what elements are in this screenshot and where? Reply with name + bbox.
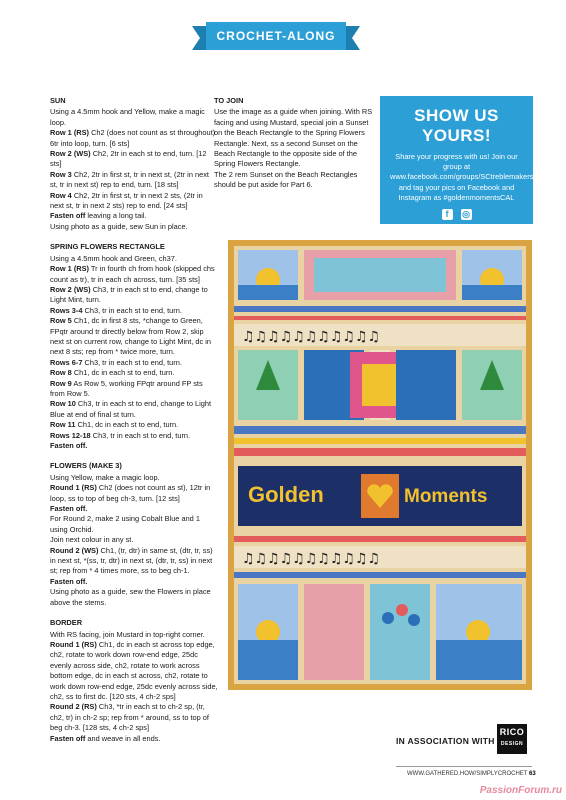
sea-stripe-2 bbox=[462, 285, 522, 300]
instruction-label: Row 4 bbox=[50, 190, 72, 200]
join-lines bbox=[214, 107, 374, 190]
instruction-line bbox=[50, 514, 218, 535]
instruction-line bbox=[50, 441, 218, 451]
word-golden: Golden bbox=[248, 482, 324, 507]
spring-heading: SPRING FLOWERS RECTANGLE bbox=[50, 242, 165, 252]
instruction-text: Ch3, tr in each st to end, turn. bbox=[82, 357, 182, 367]
instruction-line bbox=[50, 473, 218, 483]
granny-center bbox=[362, 364, 398, 406]
music-notes-2: ♫♫♫♫♫♫♫♫♫♫♫ bbox=[242, 551, 381, 567]
instruction-line bbox=[50, 420, 218, 430]
instruction-label: Round 2 (WS) bbox=[50, 545, 99, 555]
blanket-photo bbox=[228, 240, 532, 690]
instruction-line bbox=[50, 702, 218, 733]
section-banner: CROCHET-ALONG bbox=[206, 22, 346, 50]
instruction-text: Ch3, tr in each st to end, change to Light Mint, turn. bbox=[50, 284, 208, 305]
instruction-label: Rows 3-4 bbox=[50, 305, 83, 315]
social-icons bbox=[380, 209, 533, 220]
instruction-text: Ch1, dc in each st to end, turn. bbox=[71, 368, 175, 378]
flowers-heading: FLOWERS (MAKE 3) bbox=[50, 461, 122, 471]
instruction-text: Ch1, dc in first 8 sts, *change to Green, FPqtr around tr directly below from Row 2, skip next st on current row, change to Light Mint, dc in next 8 sts; rep from * twice more, turn. bbox=[50, 316, 212, 357]
instruction-text: Use the image as a guide when joining. With RS facing and using Mustard, special join a Sunset on the Beach Rectangle to the Spring Flowers Rectangle. Next, ss a second Sunset on the Beach Rectangle to the opposite side of the Spring Flowers Rectangle. bbox=[214, 107, 373, 169]
watermark: PassionForum.ru bbox=[479, 785, 562, 796]
instruction-text: Ch2 (does not count as st), 12tr in loop, ss to top of beg ch-3, turn. [12 sts] bbox=[50, 483, 211, 503]
instagram-icon[interactable]: ◎ bbox=[462, 209, 470, 220]
instruction-line bbox=[50, 535, 218, 545]
instruction-text: With RS facing, join Mustard in top-right corner. bbox=[50, 629, 205, 639]
instruction-text: Ch2, 2tr in first st, tr in next st, (2tr in next st, tr in next st) rep to end, turn. [18 sts] bbox=[50, 169, 209, 190]
instruction-line bbox=[50, 358, 218, 368]
instruction-label: Row 1 (RS) bbox=[50, 264, 90, 274]
instructions-left-column bbox=[50, 96, 218, 754]
instruction-line bbox=[50, 285, 218, 306]
instruction-label: Round 1 (RS) bbox=[50, 483, 97, 493]
instruction-label: Row 8 bbox=[50, 368, 72, 378]
page-footer bbox=[407, 771, 536, 777]
show-text: Share your progress with us! Join our group at www.facebook.com/groups/SCtreblemakers and tag your pics on Facebook and Instagram as #goldenmomentsCAL bbox=[390, 152, 534, 202]
instruction-text: Using Yellow, make a magic loop. bbox=[50, 472, 160, 482]
instruction-line bbox=[50, 379, 218, 400]
instruction-label: Fasten off bbox=[50, 733, 86, 743]
instruction-text: Join next colour in any st. bbox=[50, 535, 134, 545]
instruction-line bbox=[50, 630, 218, 640]
instruction-label: Rows 6-7 bbox=[50, 357, 83, 367]
instruction-line bbox=[50, 149, 218, 170]
spring-section bbox=[50, 242, 218, 451]
instruction-label: Fasten off. bbox=[50, 441, 88, 450]
rico-design-logo bbox=[497, 724, 527, 754]
page-number: 63 bbox=[529, 771, 536, 777]
tile bbox=[304, 584, 364, 680]
footer-rule bbox=[396, 766, 532, 767]
instruction-label: Row 11 bbox=[50, 420, 76, 430]
stripe bbox=[234, 448, 526, 456]
instruction-line bbox=[50, 306, 218, 316]
word-moments: Moments bbox=[404, 486, 488, 507]
instruction-line bbox=[50, 431, 218, 441]
instruction-label: Fasten off. bbox=[50, 504, 88, 514]
instruction-label: Round 1 (RS) bbox=[50, 639, 97, 649]
stripe bbox=[234, 306, 526, 312]
instruction-label: Row 3 bbox=[50, 169, 72, 179]
instruction-line bbox=[50, 587, 218, 608]
sun-section bbox=[50, 96, 218, 232]
instruction-text: Using a 4.5mm hook and Green, ch37. bbox=[50, 253, 177, 263]
stripe bbox=[234, 536, 526, 542]
instruction-text: Ch1, dc in each st across top edge, ch2, rotate to work down row-end edge, 25dc evenly across side, ch2, rotate to work across bottom edge, dc in each st across, ch2, rotate to work down row-end edge, 25dc evenly across side, ch2, ss to first dc. [120 sts, 4 ch-2 sps] bbox=[50, 639, 218, 701]
flower-tile bbox=[370, 584, 430, 680]
border-lines bbox=[50, 630, 218, 744]
show-us-yours-box bbox=[380, 96, 533, 224]
instruction-line bbox=[50, 546, 218, 577]
instruction-line bbox=[50, 577, 218, 587]
instruction-label: Fasten off bbox=[50, 211, 86, 221]
flower-icon bbox=[408, 614, 420, 626]
instruction-line bbox=[50, 170, 218, 191]
border-heading: BORDER bbox=[50, 618, 83, 628]
instruction-text: Ch3, tr in each st to end, turn. bbox=[90, 430, 191, 440]
footer-url[interactable]: WWW.GATHERED.HOW/SIMPLYCROCHET bbox=[407, 771, 528, 777]
flowers-section bbox=[50, 461, 218, 608]
instruction-text: The 2 rem Sunset on the Beach Rectangles should be put aside for Part 6. bbox=[214, 169, 358, 190]
association-text: IN ASSOCIATION WITH bbox=[396, 736, 495, 746]
instruction-label: Row 2 (WS) bbox=[50, 284, 91, 294]
instruction-text: Ch1, dc in each st to end, turn. bbox=[75, 420, 179, 430]
flowers-lines bbox=[50, 473, 218, 608]
instruction-label: Row 1 (RS) bbox=[50, 128, 90, 138]
instruction-text: Tr in fourth ch from hook (skipped chs count as tr), tr in each ch across, turn. [35 sts] bbox=[50, 264, 215, 284]
instruction-label: Row 5 bbox=[50, 316, 72, 326]
instruction-line bbox=[50, 128, 218, 149]
sun-lines bbox=[50, 107, 218, 232]
rico-logo-line2: DESIGN bbox=[500, 741, 524, 747]
flower-icon bbox=[382, 612, 394, 624]
instruction-text: Ch3, tr in each st to end, turn. bbox=[82, 305, 182, 315]
instruction-label: Round 2 (RS) bbox=[50, 702, 97, 712]
instruction-text: Ch3, tr in each st to end, change to Light Blue at end of final st turn. bbox=[50, 399, 212, 419]
sea-stripe bbox=[238, 285, 298, 300]
instruction-line bbox=[50, 483, 218, 504]
instruction-line bbox=[50, 264, 218, 285]
instruction-text: Ch2 (does not count as st throughout) 6tr into loop, turn. [6 sts] bbox=[50, 128, 216, 148]
instruction-text: Ch3, *tr in each st to ch-2 sp, (tr, ch2, tr) in ch-2 sp; rep from * around, ss to top of beg ch-3. [128 sts, 4 ch-2 sps] bbox=[50, 702, 209, 733]
stripe bbox=[234, 572, 526, 578]
instruction-line bbox=[50, 640, 218, 702]
sun-heading: SUN bbox=[50, 96, 66, 105]
instruction-text: Using photo as a guide, sew Sun in place. bbox=[50, 221, 188, 231]
instruction-line bbox=[50, 734, 218, 744]
stripe bbox=[234, 426, 526, 434]
instruction-line bbox=[214, 107, 374, 169]
instruction-label: Row 9 bbox=[50, 378, 72, 388]
instruction-text: Ch2, 2tr in first st, tr in next 2 sts, (2tr in next st, tr in next 2 sts) rep to end. [24 sts] bbox=[50, 190, 203, 211]
instruction-label: Row 10 bbox=[50, 399, 76, 409]
blanket-illustration bbox=[228, 240, 532, 690]
stripe bbox=[234, 438, 526, 444]
instruction-text: and weave in all ends. bbox=[85, 733, 161, 743]
instruction-line bbox=[50, 222, 218, 232]
boat-tile-2 bbox=[396, 350, 456, 420]
music-notes: ♫♫♫♫♫♫♫♫♫♫♫ bbox=[242, 329, 381, 345]
instruction-text: Ch2, 2tr in each st to end, turn. [12 sts] bbox=[50, 149, 207, 169]
instruction-label: Row 2 (WS) bbox=[50, 149, 91, 159]
instruction-line bbox=[50, 107, 218, 128]
facebook-icon[interactable]: f bbox=[442, 209, 453, 220]
instruction-label: Rows 12-18 bbox=[50, 430, 91, 440]
instruction-line bbox=[50, 504, 218, 514]
instruction-text: For Round 2, make 2 using Cobalt Blue and 1 using Orchid. bbox=[50, 514, 200, 534]
instruction-line bbox=[50, 368, 218, 378]
instruction-text: leaving a long tail. bbox=[85, 211, 147, 221]
join-section bbox=[214, 96, 374, 191]
instruction-text: As Row 5, working FPqtr around FP sts from Row 5. bbox=[50, 378, 203, 398]
instruction-text: Ch1, (tr, dtr) in same st, (dtr, tr, ss) in next st, *(ss, tr, dtr) in next st, (dtr, tr, ss) in next st; rep from * 4 times more, ss to beg ch-1. bbox=[50, 545, 213, 576]
instruction-text: Using a 4.5mm hook and Yellow, make a magic loop. bbox=[50, 107, 205, 127]
instruction-line bbox=[50, 316, 218, 358]
rico-logo-line1: RICO bbox=[499, 727, 525, 737]
flowers-inner bbox=[314, 258, 446, 292]
border-section bbox=[50, 618, 218, 744]
show-title: SHOW US YOURS! bbox=[414, 106, 499, 145]
join-heading: TO JOIN bbox=[214, 96, 244, 105]
instruction-line bbox=[214, 170, 374, 191]
sea-stripe-4 bbox=[436, 640, 522, 680]
instruction-line bbox=[50, 399, 218, 420]
flower-icon bbox=[396, 604, 408, 616]
instruction-line bbox=[50, 254, 218, 264]
instructions-mid-column bbox=[214, 96, 374, 201]
instruction-line bbox=[50, 211, 218, 221]
spring-lines bbox=[50, 254, 218, 452]
stripe bbox=[234, 316, 526, 320]
instruction-line bbox=[50, 191, 218, 212]
sea-stripe-3 bbox=[238, 640, 298, 680]
instruction-text: Using photo as a guide, sew the Flowers in place above the stems. bbox=[50, 587, 211, 607]
instruction-label: Fasten off. bbox=[50, 576, 88, 586]
